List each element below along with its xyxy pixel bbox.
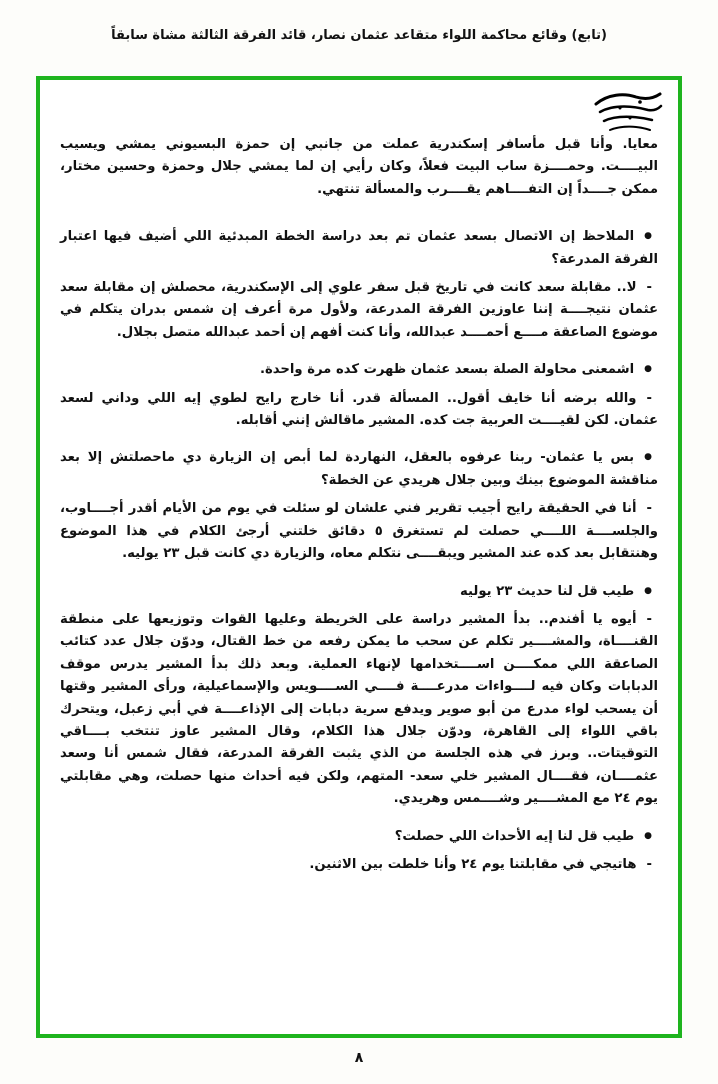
transcript-text xyxy=(60,134,658,886)
answer-text: أنا في الحقيقة رايح أجيب تقرير فني علشان لو سئلت في يوم من الأيام أقدر أجــــاوب، والجلســــة اللــــي حصلت لم تستغرق ٥ دقائق خلتني أرجئ الكلام في هذا الموضوع وهنتقابل بعد كده عند المشير ويبقــــى نتكلم معاه، والزيارة دي كانت قبل ٢٣ يوليه. xyxy=(60,501,658,562)
answer-block xyxy=(60,854,658,876)
answer-text: هاتيجي في مقابلتنا يوم ٢٤ وأنا خلطت بين الاثنين. xyxy=(309,856,637,872)
answer-block xyxy=(60,498,658,565)
dash-icon: - xyxy=(646,390,652,406)
bullet-icon: ● xyxy=(644,231,652,242)
question-block xyxy=(60,825,658,848)
question-text: بس يا عثمان- ربنا عرفوه بالعقل، النهاردة لما أبص إن الزيارة دي ماحصلتش إلا بعد مناقشة الموضوع بينك وبين جلال هريدي عن الخطة؟ xyxy=(60,450,658,488)
answer-text: لا.. مقابلة سعد كانت في تاريخ قبل سفر علوي إلى الإسكندرية، محصلش إن مقابلة سعد عثمان نتيجــــة إننا عاوزين الفرقة المدرعة، ولأول مرة أعرف إن شمس بدران يتكلم في موضوع الصاعقة مــــع أحمــــد عبدالله، وأنا كنت أفهم إن أحمد عبدالله متصل بجلال. xyxy=(60,280,658,340)
question-text: طيب قل لنا حديث ٢٣ يوليه xyxy=(460,583,635,599)
answer-block xyxy=(60,388,658,433)
bullet-icon: ● xyxy=(644,830,652,841)
dash-icon: - xyxy=(646,856,652,872)
question-block xyxy=(60,225,658,271)
question-text: اشمعنى محاولة الصلة بسعد عثمان ظهرت كده مرة واحدة. xyxy=(259,362,635,378)
green-border-frame xyxy=(36,76,682,1038)
question-block xyxy=(60,446,658,492)
dash-icon: - xyxy=(646,501,652,517)
bullet-icon: ● xyxy=(644,452,652,463)
question-block xyxy=(60,358,658,381)
page-header-title: (تابع) وقائع محاكمة اللواء متقاعد عثمان نصار، قائد الفرقة الثالثة مشاة سابقاً xyxy=(111,28,607,43)
bullet-icon: ● xyxy=(644,364,652,375)
page-number: ٨ xyxy=(354,1050,364,1066)
question-block xyxy=(60,580,658,603)
answer-text: والله برضه أنا خايف أقول.. المسألة قدر. أنا خارج رايح لطوي إيه اللي وداني لسعد عثمان. لكن لقيــــت العربية جت كده. المشير ماقالش إنني أقابله. xyxy=(60,390,658,429)
question-text: طيب قل لنا إيه الأحداث اللي حصلت؟ xyxy=(394,828,635,844)
paragraph-text: معايا. وأنا قبل مأسافر إسكندرية عملت من جانبي إن حمزة البسيوني يمشي ويسيب البيــــت. وحمــــزة ساب البيت فعلاً، وكان رأيي إن لما يمشي جلال وحمزة وحسين مختار، ممكن جــــداً إن التفــــاهم يقــــرب والمسألة تنتهي. xyxy=(60,137,658,197)
paragraph-block xyxy=(60,134,658,201)
dash-icon: - xyxy=(646,280,652,296)
answer-text: أيوه يا أفندم.. بدأ المشير دراسة على الخريطة وعليها القوات وتوزيعها على منطقة القنــــاة، والمشــــير تكلم عن سحب ما يمكن رفعه من خط القتال، ودوّن جلال عدد كتائب الصاعقة اللي ممكــــن اســــتخدامها لإنهاء العملية. وبعد ذلك بدأ المشير يدرس موقف الدبابات وكان فيه لــــواءات مدرعــــة فــــي الســــويس والإسماعيلية، ورأى المشير وقتها أن يسحب لواء مدرع من أبو صوير ويدفع سرية دبابات إلى الإذاعــــة في أبي زعبل، ويتحرك باقي اللواء إلى القاهرة، ودوّن جلال هذا الكلام، وقال المشير عاوز تنتخب بــــاقي التوقيتات.. وبرز في هذه الجلسة من الذي يثبت الفرقة المدرعة، فقال شمس أنا وسعد عثمــــان، فقــــال المشير خلي سعد- المتهم، ولكن فيه أحداث منها حصلت، وهي مقابلتي يوم ٢٤ مع المشــــير وشــــمس وهريدي. xyxy=(60,611,658,807)
answer-block xyxy=(60,609,658,811)
answer-block xyxy=(60,277,658,344)
dash-icon: - xyxy=(646,611,652,627)
question-text: الملاحظ إن الاتصال بسعد عثمان تم بعد دراسة الخطة المبدئية اللي أضيف فيها اعتبار الفرقة المدرعة؟ xyxy=(60,229,658,267)
bullet-icon: ● xyxy=(644,585,652,596)
publisher-emblem-icon xyxy=(590,90,664,138)
